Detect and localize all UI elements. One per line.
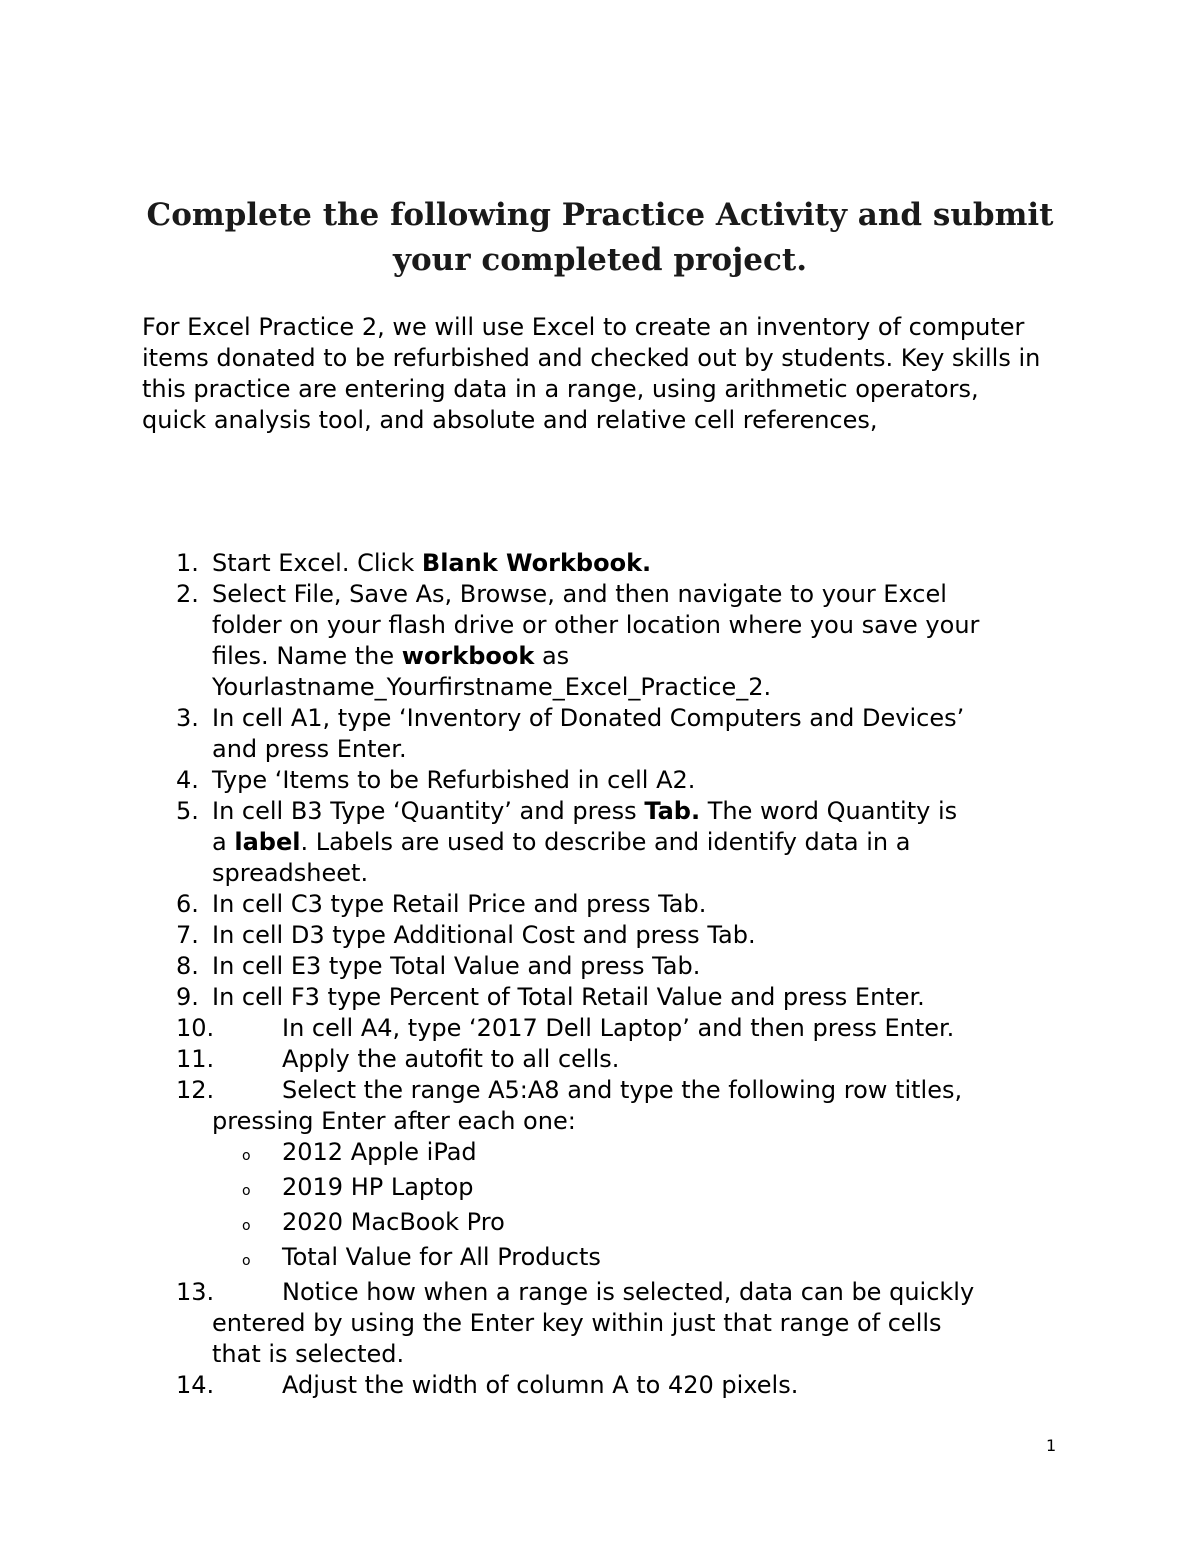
list-item [142,982,1072,1013]
list-text-line [212,672,1072,703]
list-number: 9. [176,983,199,1011]
list-text-line [212,951,1072,982]
list-text-line [212,548,1072,579]
list-item [142,920,1072,951]
sub-list-text: 2020 MacBook Pro [282,1208,505,1236]
list-item [142,548,1072,579]
page-title: Complete the following Practice Activity and submit your completed project. [146,197,1054,278]
text-segment: Select File, Save As, Browse, and then navigate to your Excel [212,580,947,608]
bold-term: workbook [401,642,535,670]
list-text-line: pressing Enter after each one: [212,1107,576,1135]
list-number: 4. [176,766,199,794]
list-text-line: Select the range A5:A8 and type the following row titles, [282,1076,963,1104]
list-text-line [212,982,1072,1013]
list-text-line: Apply the autofit to all cells. [282,1045,620,1073]
text-segment: In cell C3 type Retail Price and press Tab. [212,890,707,918]
list-continuation [142,1339,1072,1370]
list-number: 1. [176,549,199,577]
list-text [212,703,1072,765]
list-item [142,796,1072,889]
text-segment: In cell D3 type Additional Cost and press Tab. [212,921,756,949]
bullet-icon: o [242,1253,251,1269]
list-number: 12. [176,1076,215,1104]
text-segment: The word Quantity is [700,797,958,825]
text-segment: Type ‘Items to be Refurbished in cell A2. [212,766,696,794]
list-text-line [212,703,1072,734]
bold-term: Blank Workbook. [421,549,652,577]
list-text [212,982,1072,1013]
list-text-line [212,889,1072,920]
list-item [142,1013,1072,1044]
text-segment: a [212,828,235,856]
list-text [212,951,1072,982]
list-text [212,920,1072,951]
list-text-line [212,827,1072,858]
list-text [212,1013,1072,1044]
bullet-icon: o [242,1218,251,1234]
list-text [212,1075,1072,1106]
list-item [142,1044,1072,1075]
text-segment: In cell F3 type Percent of Total Retail Value and press Enter. [212,983,925,1011]
list-text-line [212,579,1072,610]
list-item [142,579,1072,703]
bullet-icon: o [242,1183,251,1199]
list-number: 8. [176,952,199,980]
text-segment: as [534,642,570,670]
list-text-line [212,796,1072,827]
sub-list-item [242,1137,1072,1172]
intro-paragraph [142,312,1042,436]
sub-list-item [242,1207,1072,1242]
text-segment: and press Enter. [212,735,407,763]
text-segment: In cell A1, type ‘Inventory of Donated Computers and Devices’ [212,704,965,732]
bold-term: Tab. [644,797,701,825]
list-continuation [142,1106,1072,1137]
sub-list-text: 2019 HP Laptop [282,1173,474,1201]
list-number: 3. [176,704,199,732]
text-segment: spreadsheet. [212,859,369,887]
list-text [212,548,1072,579]
list-item [142,703,1072,765]
sub-list-item [242,1242,1072,1277]
list-text-line [212,765,1072,796]
list-number: 7. [176,921,199,949]
list-text [212,765,1072,796]
list-continuation [142,1308,1072,1339]
list-item [142,951,1072,982]
list-number: 13. [176,1278,215,1306]
list-number: 14. [176,1371,215,1399]
list-item [142,1075,1072,1106]
text-segment: Start Excel. Click [212,549,422,577]
list-item [142,1277,1072,1308]
text-segment: . Labels are used to describe and identify data in a [300,828,911,856]
list-item [142,765,1072,796]
list-text-line [212,610,1072,641]
page-number: 1 [1046,1436,1057,1455]
list-text-line: that is selected. [212,1340,405,1368]
text-segment: Yourlastname_Yourfirstname_Excel_Practice_2. [212,673,772,701]
list-number: 2. [176,580,199,608]
list-text-line: Adjust the width of column A to 420 pixels. [282,1371,799,1399]
list-text [212,889,1072,920]
list-text-line: In cell A4, type ‘2017 Dell Laptop’ and then press Enter. [282,1014,955,1042]
list-item [142,1370,1072,1401]
instruction-list [142,548,1072,1401]
sub-list-item [242,1172,1072,1207]
text-segment: In cell B3 Type ‘Quantity’ and press [212,797,645,825]
sub-list-text: 2012 Apple iPad [282,1138,477,1166]
list-number: 11. [176,1045,215,1073]
list-number: 6. [176,890,199,918]
list-text-line: Notice how when a range is selected, data can be quickly [282,1278,975,1306]
list-text [212,1370,1072,1401]
list-text-line [212,920,1072,951]
list-number: 10. [176,1014,215,1042]
list-text-line [212,734,1072,765]
text-segment: In cell E3 type Total Value and press Tab. [212,952,701,980]
list-text [212,796,1072,889]
list-text [212,1044,1072,1075]
text-segment: folder on your flash drive or other location where you save your [212,611,980,639]
list-text [212,1277,1072,1308]
list-text-line [212,858,1072,889]
sub-list-text: Total Value for All Products [282,1243,601,1271]
list-text [212,579,1072,703]
text-segment: files. Name the [212,642,402,670]
list-number: 5. [176,797,199,825]
list-item [142,889,1072,920]
list-text-line: entered by using the Enter key within just that range of cells [212,1309,942,1337]
intro-text: For Excel Practice 2, we will use Excel to create an inventory of computer items donated to be refurbished and checked out by students. Key skills in this practice are entering data in a range, using arithmetic operators, quick analysis tool, and absolute and relative cell references, [142,313,1041,434]
list-text-line [212,641,1072,672]
bold-term: label [234,828,301,856]
bullet-icon: o [242,1148,251,1164]
